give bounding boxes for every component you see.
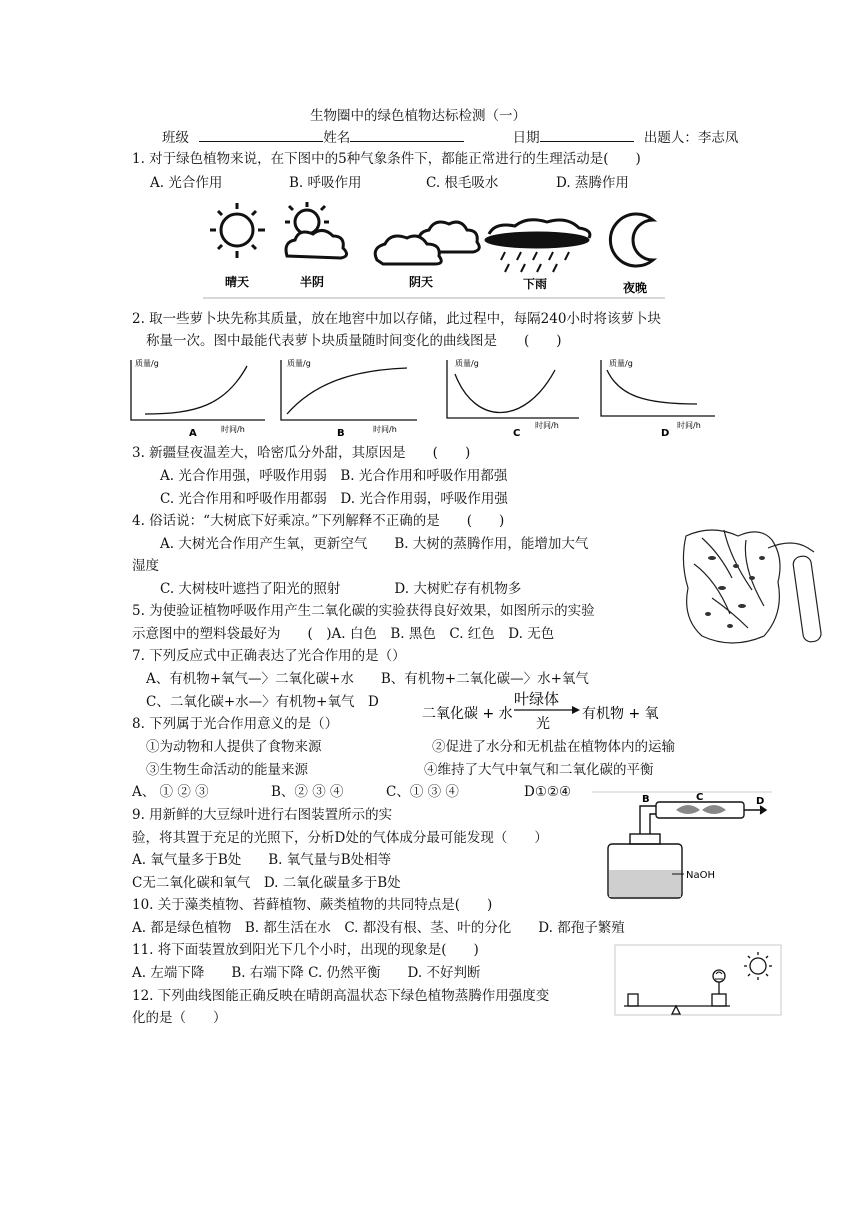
q2-graphs	[125, 356, 725, 440]
q4-options-ab-cont: 湿度	[132, 558, 159, 574]
name-label: 姓名	[323, 130, 351, 146]
weather-figure	[195, 198, 675, 302]
weather-label-overcast: 阴天	[409, 275, 434, 289]
graph-d-xlabel: 时间/h	[677, 421, 701, 430]
equation-products: 有机物 + 氧	[582, 706, 659, 722]
graph-b	[281, 360, 417, 420]
q12-line2: 化的是（ ）	[132, 1010, 227, 1026]
overcast-icon	[375, 222, 479, 264]
equation-condition-light: 光	[536, 716, 550, 732]
weather-label-rain: 下雨	[523, 277, 548, 291]
page-title: 生物圈中的绿色植物达标检测（一）	[310, 108, 526, 124]
q3-stem: 3. 新疆昼夜温差大，哈密瓜分外甜，其原因是 ( )	[132, 445, 471, 461]
name-blank[interactable]	[350, 127, 464, 142]
q9-options-ab: A. 氧气量多于B处 B. 氧气量与B处相等	[132, 852, 392, 868]
q10-options: A. 都是绿色植物 B. 都生活在水 C. 都没有根、茎、叶的分化 D. 都孢子繁殖	[132, 920, 625, 936]
q9-apparatus	[592, 790, 772, 900]
q8-option-c: C、① ③ ④	[386, 784, 459, 800]
q8-item-4: ④维持了大气中氧气和二氧化碳的平衡	[424, 762, 654, 778]
q2-line2: 称量一次。图中最能代表萝卜块质量随时间变化的曲线图是 ( )	[146, 333, 562, 349]
q4-options-ab: A. 大树光合作用产生氧，更新空气 B. 大树的蒸腾作用，能增加大气	[160, 536, 589, 552]
q2-line1: 2. 取一些萝卜块先称其质量，放在地窖中加以存储，此过程中，每隔240小时将该萝卜块	[132, 311, 661, 327]
q5-line1: 5. 为使验证植物呼吸作用产生二氧化碳的实验获得良好效果，如图所示的实验	[132, 603, 595, 619]
q7-stem: 7. 下列反应式中正确表达了光合作用的是（）	[132, 648, 406, 664]
moon-icon	[610, 214, 653, 266]
apparatus-label-c: C	[696, 792, 704, 803]
author-label: 出题人：李志凤	[643, 130, 739, 146]
partly-cloudy-icon	[285, 202, 347, 258]
q8-item-3: ③生物生命活动的能量来源	[146, 762, 308, 778]
apparatus-label-naoh: NaOH	[686, 870, 715, 881]
graph-d-ylabel: 质量/g	[609, 359, 633, 368]
graph-a-letter: A	[189, 428, 197, 439]
q11-balance-apparatus	[614, 944, 782, 1016]
sunny-icon	[210, 203, 265, 258]
weather-label-partly: 半阴	[300, 275, 325, 289]
plant-bag-illustration	[672, 518, 842, 652]
q3-options-cd: C. 光合作用和呼吸作用都弱 D. 光合作用弱，呼吸作用强	[160, 491, 508, 507]
q7-options-ab: A、有机物+氧气—〉二氧化碳+水 B、有机物+二氧化碳—〉水+氧气	[146, 671, 589, 687]
graph-c-letter: C	[513, 428, 521, 439]
q9-line1: 9. 用新鲜的大豆绿叶进行右图装置所示的实	[132, 807, 393, 823]
q1-option-d: D. 蒸腾作用	[556, 175, 629, 191]
class-label: 班级	[162, 130, 189, 146]
q10-stem: 10. 关于藻类植物、苔藓植物、蕨类植物的共同特点是( )	[132, 897, 493, 913]
q8-item-1: ①为动物和人提供了食物来源	[146, 739, 322, 755]
equation-reactants: 二氧化碳 + 水	[422, 706, 513, 722]
q4-stem: 4. 俗话说：“大树底下好乘凉。”下列解释不正确的是 ( )	[132, 513, 505, 529]
equation-condition-chlorophyll: 叶绿体	[514, 690, 560, 708]
q9-options-cd: C无二氧化碳和氧气 D. 二氧化碳量多于B处	[132, 875, 401, 891]
class-blank[interactable]	[199, 127, 323, 142]
q1-option-a: A. 光合作用	[150, 175, 223, 191]
q8-item-2: ②促进了水分和无机盐在植物体内的运输	[432, 739, 675, 755]
graph-b-ylabel: 质量/g	[287, 359, 311, 368]
graph-c-xlabel: 时间/h	[535, 421, 559, 430]
graph-d-letter: D	[661, 428, 670, 439]
q1-option-b: B. 呼吸作用	[289, 175, 362, 191]
q3-options-ab: A. 光合作用强，呼吸作用弱 B. 光合作用和呼吸作用都强	[160, 468, 508, 484]
q8-option-d: D①②④	[524, 784, 572, 800]
q7-option-c: C、二氧化碳+水—〉有机物+氧气 D	[146, 694, 379, 710]
graph-c	[447, 360, 579, 418]
weather-label-sunny: 晴天	[225, 275, 250, 289]
graph-a-ylabel: 质量/g	[135, 359, 159, 368]
q12-line1: 12. 下列曲线图能正确反映在晴朗高温状态下绿色植物蒸腾作用强度变	[132, 988, 550, 1004]
q9-line2: 验，将其置于充足的光照下，分析D处的气体成分最可能发现（ ）	[132, 830, 548, 846]
q11-stem: 11. 将下面装置放到阳光下几个小时，出现的现象是( )	[132, 942, 479, 958]
graph-a-xlabel: 时间/h	[221, 425, 245, 434]
q8-option-b: B、② ③ ④	[271, 784, 344, 800]
date-blank[interactable]	[540, 127, 634, 142]
student-info-line	[162, 127, 738, 148]
graph-c-ylabel: 质量/g	[455, 359, 479, 368]
weather-label-night: 夜晚	[623, 281, 648, 295]
graph-b-letter: B	[337, 428, 345, 439]
q8-stem: 8. 下列属于光合作用意义的是（）	[132, 716, 339, 732]
q4-options-cd: C. 大树枝叶遮挡了阳光的照射 D. 大树贮存有机物多	[160, 581, 522, 597]
graph-d	[601, 360, 715, 416]
q5-line2: 示意图中的塑料袋最好为 ( )A. 白色 B. 黑色 C. 红色 D. 无色	[132, 626, 555, 642]
graph-a	[131, 360, 265, 420]
apparatus-label-d: D	[756, 796, 765, 807]
q7-option-d-equation	[422, 688, 662, 730]
date-label: 日期	[512, 130, 540, 146]
apparatus-label-b: B	[642, 794, 650, 805]
q1-stem: 1. 对于绿色植物来说，在下图中的5种气象条件下，都能正常进行的生理活动是( )	[132, 151, 641, 167]
q1-option-c: C. 根毛吸水	[426, 175, 499, 191]
graph-b-xlabel: 时间/h	[373, 425, 397, 434]
q11-options: A. 左端下降 B. 右端下降 C. 仍然平衡 D. 不好判断	[132, 965, 481, 981]
rain-icon	[485, 220, 590, 272]
q8-option-a: A、 ① ② ③	[132, 784, 209, 800]
